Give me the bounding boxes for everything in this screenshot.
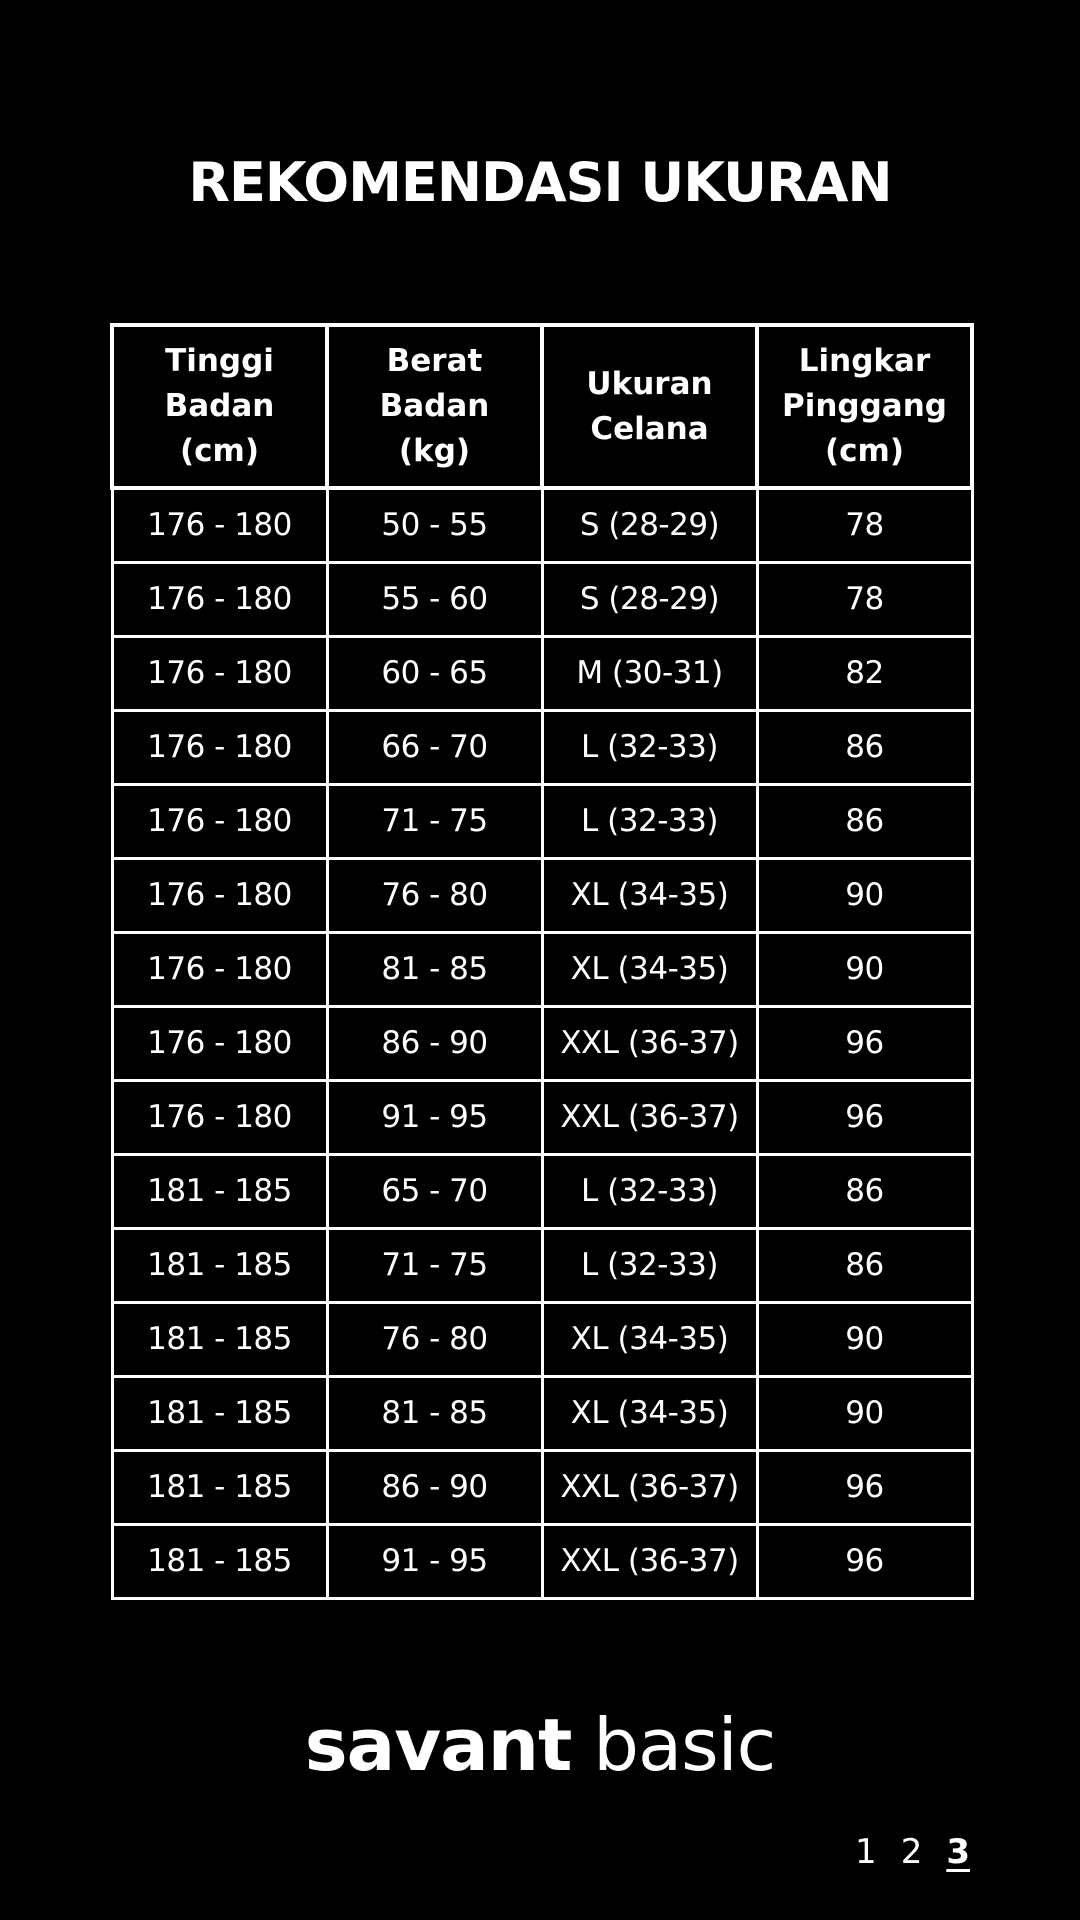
cell-tinggi: 181 - 185: [112, 1376, 327, 1450]
brand-name-part2: basic: [593, 1703, 776, 1787]
cell-ukuran: XL (34-35): [542, 932, 757, 1006]
cell-pinggang: 96: [757, 1524, 972, 1598]
cell-tinggi: 181 - 185: [112, 1228, 327, 1302]
cell-ukuran: L (32-33): [542, 1154, 757, 1228]
page-link-1[interactable]: 1: [855, 1832, 877, 1872]
cell-pinggang: 86: [757, 1154, 972, 1228]
cell-tinggi: 181 - 185: [112, 1450, 327, 1524]
cell-pinggang: 86: [757, 710, 972, 784]
brand-name-part1: savant: [304, 1703, 572, 1787]
cell-pinggang: 90: [757, 1376, 972, 1450]
cell-ukuran: XXL (36-37): [542, 1006, 757, 1080]
cell-ukuran: XL (34-35): [542, 1302, 757, 1376]
cell-pinggang: 90: [757, 932, 972, 1006]
cell-pinggang: 96: [757, 1080, 972, 1154]
cell-pinggang: 78: [757, 562, 972, 636]
cell-berat: 91 - 95: [327, 1080, 542, 1154]
table-row: [112, 710, 972, 784]
header-ukuran-celana: Ukuran Celana: [542, 325, 757, 488]
table-row: [112, 1154, 972, 1228]
cell-ukuran: XL (34-35): [542, 858, 757, 932]
cell-tinggi: 176 - 180: [112, 1080, 327, 1154]
cell-berat: 86 - 90: [327, 1006, 542, 1080]
cell-tinggi: 176 - 180: [112, 562, 327, 636]
table-row: [112, 1450, 972, 1524]
table-row: [112, 1524, 972, 1598]
table-row: [112, 784, 972, 858]
header-tinggi-badan: Tinggi Badan (cm): [112, 325, 327, 488]
cell-tinggi: 181 - 185: [112, 1302, 327, 1376]
pagination: [855, 1830, 970, 1874]
header-berat-badan: Berat Badan (kg): [327, 325, 542, 488]
cell-pinggang: 86: [757, 1228, 972, 1302]
cell-pinggang: 90: [757, 858, 972, 932]
table-row: [112, 1006, 972, 1080]
brand-logo: [0, 1700, 1080, 1790]
cell-berat: 50 - 55: [327, 488, 542, 562]
table-row: [112, 858, 972, 932]
cell-ukuran: S (28-29): [542, 562, 757, 636]
cell-berat: 65 - 70: [327, 1154, 542, 1228]
cell-berat: 81 - 85: [327, 1376, 542, 1450]
cell-berat: 55 - 60: [327, 562, 542, 636]
table-row: [112, 562, 972, 636]
cell-pinggang: 86: [757, 784, 972, 858]
cell-ukuran: XXL (36-37): [542, 1524, 757, 1598]
cell-ukuran: XXL (36-37): [542, 1080, 757, 1154]
cell-berat: 81 - 85: [327, 932, 542, 1006]
cell-pinggang: 82: [757, 636, 972, 710]
cell-pinggang: 96: [757, 1006, 972, 1080]
cell-tinggi: 176 - 180: [112, 858, 327, 932]
table-row: [112, 932, 972, 1006]
cell-tinggi: 181 - 185: [112, 1524, 327, 1598]
cell-pinggang: 96: [757, 1450, 972, 1524]
cell-ukuran: L (32-33): [542, 710, 757, 784]
size-chart-table: [110, 323, 974, 1600]
table-row: [112, 1080, 972, 1154]
header-lingkar-pinggang: Lingkar Pinggang (cm): [757, 325, 972, 488]
table-row: [112, 636, 972, 710]
cell-tinggi: 176 - 180: [112, 636, 327, 710]
cell-berat: 71 - 75: [327, 1228, 542, 1302]
cell-pinggang: 90: [757, 1302, 972, 1376]
cell-tinggi: 176 - 180: [112, 784, 327, 858]
cell-berat: 66 - 70: [327, 710, 542, 784]
page-link-2[interactable]: 2: [900, 1832, 923, 1872]
page-title: REKOMENDASI UKURAN: [188, 151, 892, 214]
cell-ukuran: L (32-33): [542, 784, 757, 858]
cell-tinggi: 176 - 180: [112, 932, 327, 1006]
cell-berat: 60 - 65: [327, 636, 542, 710]
cell-ukuran: M (30-31): [542, 636, 757, 710]
cell-berat: 76 - 80: [327, 858, 542, 932]
table-row: [112, 488, 972, 562]
cell-berat: 86 - 90: [327, 1450, 542, 1524]
cell-pinggang: 78: [757, 488, 972, 562]
cell-berat: 91 - 95: [327, 1524, 542, 1598]
cell-berat: 71 - 75: [327, 784, 542, 858]
cell-ukuran: XXL (36-37): [542, 1450, 757, 1524]
cell-tinggi: 176 - 180: [112, 710, 327, 784]
page-link-3-current[interactable]: 3: [946, 1832, 970, 1872]
cell-ukuran: S (28-29): [542, 488, 757, 562]
cell-tinggi: 176 - 180: [112, 488, 327, 562]
cell-ukuran: L (32-33): [542, 1228, 757, 1302]
table-row: [112, 1376, 972, 1450]
cell-tinggi: 176 - 180: [112, 1006, 327, 1080]
table-header-row: [112, 325, 972, 488]
table-row: [112, 1302, 972, 1376]
table-row: [112, 1228, 972, 1302]
cell-tinggi: 181 - 185: [112, 1154, 327, 1228]
cell-berat: 76 - 80: [327, 1302, 542, 1376]
cell-ukuran: XL (34-35): [542, 1376, 757, 1450]
